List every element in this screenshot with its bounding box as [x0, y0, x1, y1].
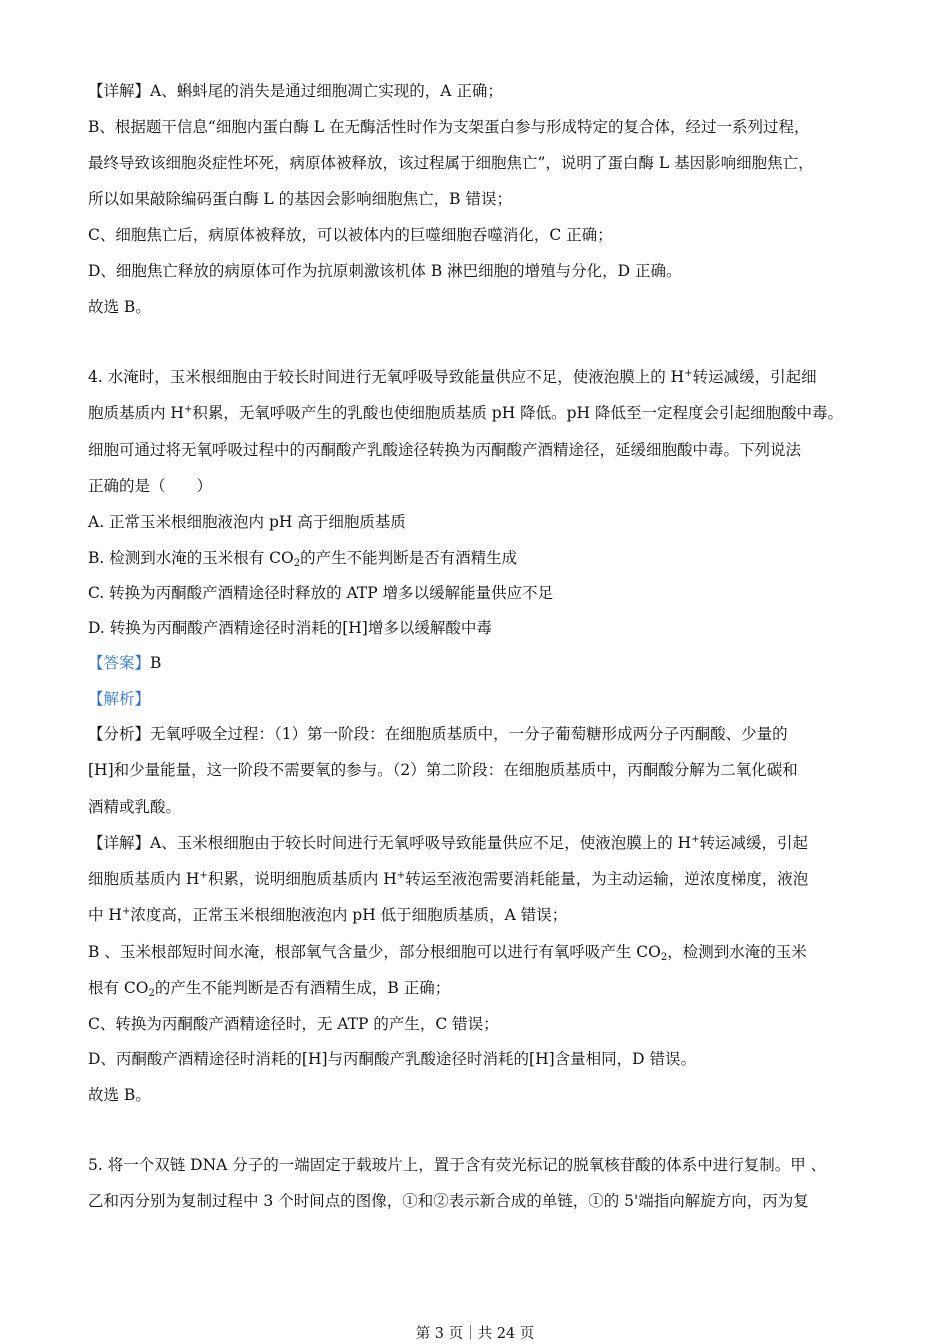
q4-option-c: C. 转换为丙酮酸产酒精途径时释放的 ATP 增多以缓解能量供应不足 [88, 584, 554, 602]
q5-stem-line2: 乙和丙分别为复制过程中 3 个时间点的图像，①和②表示新合成的单链，①的 5'端指向解旋方向，丙为复 [88, 1192, 809, 1210]
q4-option-a: A. 正常玉米根细胞液泡内 pH 高于细胞质基质 [88, 513, 406, 531]
q4-detail-c: C、转换为丙酮酸产酒精途径时，无 ATP 的产生，C 错误； [88, 1015, 499, 1033]
q4-conclusion: 故选 B。 [88, 1086, 151, 1104]
q4-option-d: D. 转换为丙酮酸产酒精途径时消耗的[H]增多以缓解酸中毒 [88, 619, 492, 637]
q4-fenxi-line2: [H]和少量能量，这一阶段不需要氧的参与。（2）第二阶段：在细胞质基质中，丙酮酸分解为二氧化碳和 [88, 761, 798, 779]
q4-detail-a-line2: 细胞质基质内 H+积累，说明细胞质基质内 H+转运至液泡需要消耗能量，为主动运输，逆浓度梯度，液泡 [88, 870, 809, 888]
q3-detail-tag: 【详解】 [88, 82, 151, 100]
q4-fenxi-line3: 酒精或乳酸。 [88, 798, 182, 816]
q3-detail-b-line1: B、根据题干信息“细胞内蛋白酶 L 在无酶活性时作为支架蛋白参与形成特定的复合体，经过一系列过程， [88, 118, 810, 136]
q4-stem-line2: 胞质基质内 H+积累，无氧呼吸产生的乳酸也使细胞质基质 pH 降低。pH 降低至一定程度会引起细胞酸中毒。 [88, 404, 844, 422]
q3-detail-b-line3: 所以如果敲除编码蛋白酶 L 的基因会影响细胞焦亡，B 错误； [88, 190, 512, 208]
answer-tag: 【答案】 [88, 654, 151, 672]
q3-detail-a: 【详解】A、蝌蚪尾的消失是通过细胞凋亡实现的，A 正确； [88, 82, 503, 100]
q4-detail-a-line1: 【详解】A、玉米根细胞由于较长时间进行无氧呼吸导致能量供应不足，使液泡膜上的 H+转运减缓，引起 [88, 834, 809, 852]
q4-stem-line1: 4. 水淹时，玉米根细胞由于较长时间进行无氧呼吸导致能量供应不足，使液泡膜上的 H+转运减缓，引起细 [88, 368, 817, 386]
q4-detail-b-line1: B 、玉米根部短时间水淹，根部氧气含量少，部分根细胞可以进行有氧呼吸产生 $CO_2$，检测到水淹的玉米 [88, 943, 807, 963]
q4-answer [88, 653, 161, 673]
q4-detail-d: D、丙酮酸产酒精途径时消耗的[H]与丙酮酸产乳酸途径时消耗的[H]含量相同，D 错误。 [88, 1050, 697, 1068]
q4-stem-line4: 正确的是（ ） [88, 477, 213, 495]
q4-detail-b-line2: 根有 $CO_2$的产生不能判断是否有酒精生成，B 正确； [88, 979, 451, 999]
q4-stem-line3: 细胞可通过将无氧呼吸过程中的丙酮酸产乳酸途径转换为丙酮酸产酒精途径，延缓细胞酸中毒。下列说法 [88, 441, 802, 459]
q3-detail-c: C、细胞焦亡后，病原体被释放，可以被体内的巨噬细胞吞噬消化，C 正确； [88, 226, 613, 244]
page-footer: 第 3 页｜共 24 页 [415, 1326, 535, 1342]
q4-analysis-tag: 【解析】 [88, 690, 151, 708]
q3-detail-b-line2: 最终导致该细胞炎症性坏死，病原体被释放，该过程属于细胞焦亡”，说明了蛋白酶 L 基因影响细胞焦亡， [88, 154, 814, 172]
q5-stem-line1: 5. 将一个双链 DNA 分子的一端固定于载玻片上，置于含有荧光标记的脱氧核苷酸的体系中进行复制。甲 、 [88, 1156, 827, 1174]
answer-value: B [150, 654, 162, 672]
q3-conclusion: 故选 B。 [88, 298, 151, 316]
q4-option-b: B. 检测到水淹的玉米根有 $CO_2$的产生不能判断是否有酒精生成 [88, 549, 518, 569]
q4-detail-a-line3: 中 H+浓度高，正常玉米根细胞液泡内 pH 低于细胞质基质，A 错误； [88, 906, 568, 924]
q3-detail-d: D、细胞焦亡释放的病原体可作为抗原刺激该机体 B 淋巴细胞的增殖与分化，D 正确。 [88, 262, 682, 280]
q4-fenxi-line1: 【分析】无氧呼吸全过程：（1）第一阶段：在细胞质基质中，一分子葡萄糖形成两分子丙酮酸、少量的 [88, 725, 788, 743]
